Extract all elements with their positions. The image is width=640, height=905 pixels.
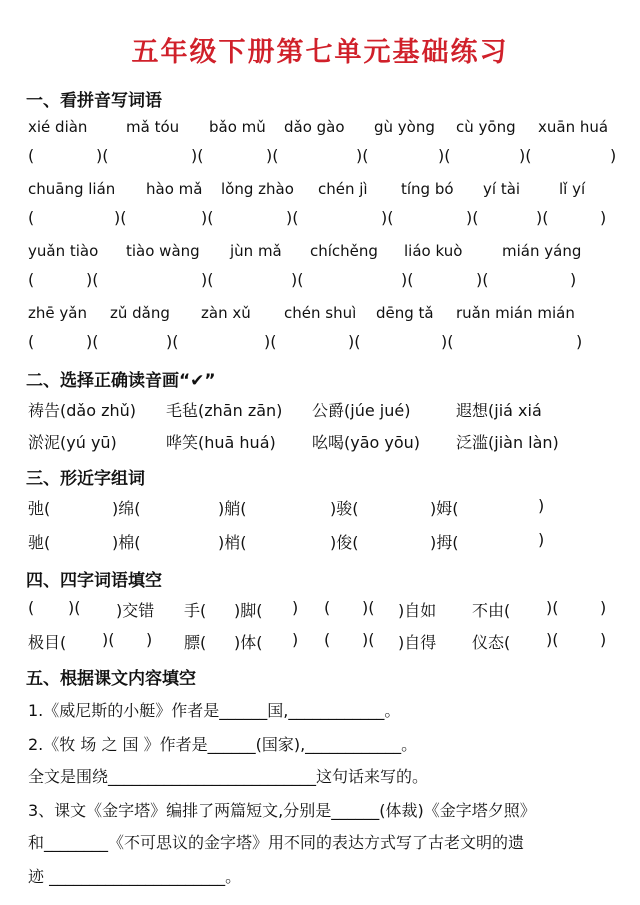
blank-row-1 [26, 146, 622, 170]
paren: )( [86, 332, 99, 351]
pinyin-word: hào mǎ [146, 180, 203, 198]
paren: )( [264, 332, 277, 351]
idiom-part: )( [546, 630, 559, 649]
char-blank: )骏( [330, 499, 359, 518]
page-title: 五年级下册第七单元基础练习 [131, 37, 509, 68]
char-blank: ) [538, 496, 545, 515]
paren: )( [401, 270, 414, 289]
pinyin-word: lǐ yí [559, 180, 586, 198]
reading-item: 遐想(jiá xiá [456, 401, 542, 420]
pinyin-word: chén shuì [284, 304, 357, 322]
idiom-row-2 [26, 630, 622, 654]
idiom-part: )( [68, 598, 81, 617]
pinyin-word: yuǎn tiào [28, 242, 99, 260]
pinyin-word: xuān huá [538, 118, 609, 136]
idiom-part: ) [600, 630, 607, 649]
fill-text: 3、课文《金字塔》编排了两篇短文,分别是______(体裁)《金字塔夕照》 [28, 801, 536, 820]
pinyin-word: chuāng lián [28, 180, 116, 198]
char-blank: )绵( [112, 499, 141, 518]
reading-item: 毛毡(zhān zān) [166, 401, 283, 420]
paren: )( [96, 146, 109, 165]
fill-line-2 [26, 732, 622, 756]
paren: )( [381, 208, 394, 227]
idiom-part: ) [600, 598, 607, 617]
pinyin-word: dēng tǎ [376, 304, 434, 322]
pinyin-word: bǎo mǔ [209, 118, 266, 136]
idiom-part: )自得 [398, 633, 437, 652]
pinyin-word: zǔ dǎng [110, 304, 170, 322]
pinyin-word: xié diàn [28, 118, 88, 136]
char-blank: 弛( [28, 499, 51, 518]
paren: )( [519, 146, 532, 165]
fill-line-5 [26, 830, 622, 854]
idiom-row-1 [26, 598, 622, 622]
idiom-part: )( [362, 598, 375, 617]
paren: ( [28, 208, 35, 227]
pinyin-word: liáo kuò [404, 242, 463, 260]
reading-row-2 [26, 430, 622, 454]
idiom-part: 膘( [184, 633, 207, 652]
paren: )( [86, 270, 99, 289]
fill-text: 迹 ______________________。 [28, 867, 242, 886]
char-blank: )俊( [330, 533, 359, 552]
pinyin-row-2 [26, 180, 622, 204]
paren: )( [191, 146, 204, 165]
paren: ) [610, 146, 617, 165]
fill-line-3 [26, 764, 622, 788]
fill-text: 1.《威尼斯的小艇》作者是______国,____________。 [28, 701, 401, 720]
reading-item: 泛滥(jiàn làn) [456, 433, 559, 452]
pinyin-word: yí tài [483, 180, 521, 198]
paren: )( [356, 146, 369, 165]
paren: )( [438, 146, 451, 165]
fill-text: 和________《不可思议的金字塔》用不同的表达方式写了古老文明的遗 [28, 833, 525, 852]
pinyin-word: ruǎn mián mián [456, 304, 575, 322]
paren: )( [201, 208, 214, 227]
reading-item: 祷告(dǎo zhǔ) [28, 401, 137, 420]
reading-item: 淤泥(yú yū) [28, 433, 117, 452]
idiom-part: )( [102, 630, 115, 649]
char-blank: )艄( [218, 499, 247, 518]
char-blank: )棉( [112, 533, 141, 552]
section-5-heading: 五、根据课文内容填空 [26, 669, 196, 689]
idiom-part: ( [324, 630, 331, 649]
similar-char-row-2 [26, 530, 622, 554]
blank-row-2 [26, 208, 622, 232]
idiom-part: 不由( [472, 601, 511, 620]
pinyin-word: gù yòng [374, 118, 435, 136]
paren: )( [291, 270, 304, 289]
idiom-part: )体( [234, 633, 263, 652]
paren: )( [441, 332, 454, 351]
section-1-heading: 一、看拼音写词语 [26, 91, 162, 111]
pinyin-word: jùn mǎ [230, 242, 282, 260]
idiom-part: ( [28, 598, 35, 617]
idiom-part: )( [546, 598, 559, 617]
char-blank: 驰( [28, 533, 51, 552]
char-blank: )姆( [430, 499, 459, 518]
pinyin-row-1 [26, 118, 622, 142]
fill-text: 2.《牧 场 之 国 》作者是______(国家),____________。 [28, 735, 418, 754]
pinyin-word: tíng bó [401, 180, 454, 198]
reading-item: 公爵(júe jué) [312, 401, 411, 420]
blank-row-3 [26, 270, 622, 294]
paren: ( [28, 332, 35, 351]
fill-text: 全文是围绕__________________________这句话来写的。 [28, 767, 429, 786]
pinyin-row-4 [26, 304, 622, 328]
paren: ) [600, 208, 607, 227]
reading-item: 哗笑(huā huá) [166, 433, 276, 452]
fill-line-4 [26, 798, 622, 822]
idiom-part: )脚( [234, 601, 263, 620]
paren: )( [286, 208, 299, 227]
idiom-part: )交错 [116, 601, 155, 620]
paren: ( [28, 270, 35, 289]
idiom-part: ) [146, 630, 153, 649]
paren: )( [476, 270, 489, 289]
pinyin-word: mǎ tóu [126, 118, 180, 136]
paren: )( [536, 208, 549, 227]
idiom-part: )( [362, 630, 375, 649]
similar-char-row-1 [26, 496, 622, 520]
pinyin-word: chíchěng [310, 242, 378, 260]
paren: ) [570, 270, 577, 289]
section-3-heading: 三、形近字组词 [26, 469, 145, 489]
idiom-part: )自如 [398, 601, 437, 620]
pinyin-word: zàn xǔ [201, 304, 251, 322]
pinyin-word: chén jì [318, 180, 368, 198]
fill-line-1 [26, 698, 622, 722]
char-blank: ) [538, 530, 545, 549]
reading-row-1 [26, 398, 622, 422]
idiom-part: ) [292, 598, 299, 617]
pinyin-word: cù yōng [456, 118, 516, 136]
pinyin-word: lǒng zhào [221, 180, 294, 198]
pinyin-word: dǎo gào [284, 118, 345, 136]
paren: ( [28, 146, 35, 165]
paren: ) [576, 332, 583, 351]
char-blank: )拇( [430, 533, 459, 552]
section-4-heading: 四、四字词语填空 [26, 571, 162, 591]
paren: )( [201, 270, 214, 289]
blank-row-4 [26, 332, 622, 356]
paren: )( [348, 332, 361, 351]
section-2-heading: 二、选择正确读音画“✔” [26, 371, 216, 391]
idiom-part: 手( [184, 601, 207, 620]
pinyin-row-3 [26, 242, 622, 266]
idiom-part: ( [324, 598, 331, 617]
pinyin-word: mián yáng [502, 242, 582, 260]
pinyin-word: tiào wàng [126, 242, 200, 260]
paren: )( [166, 332, 179, 351]
pinyin-word: zhē yǎn [28, 304, 87, 322]
idiom-part: ) [292, 630, 299, 649]
paren: )( [114, 208, 127, 227]
paren: )( [466, 208, 479, 227]
idiom-part: 极目( [28, 633, 67, 652]
idiom-part: 仪态( [472, 633, 511, 652]
reading-item: 吆喝(yāo yōu) [312, 433, 421, 452]
fill-line-6 [26, 864, 622, 888]
paren: )( [266, 146, 279, 165]
char-blank: )梢( [218, 533, 247, 552]
